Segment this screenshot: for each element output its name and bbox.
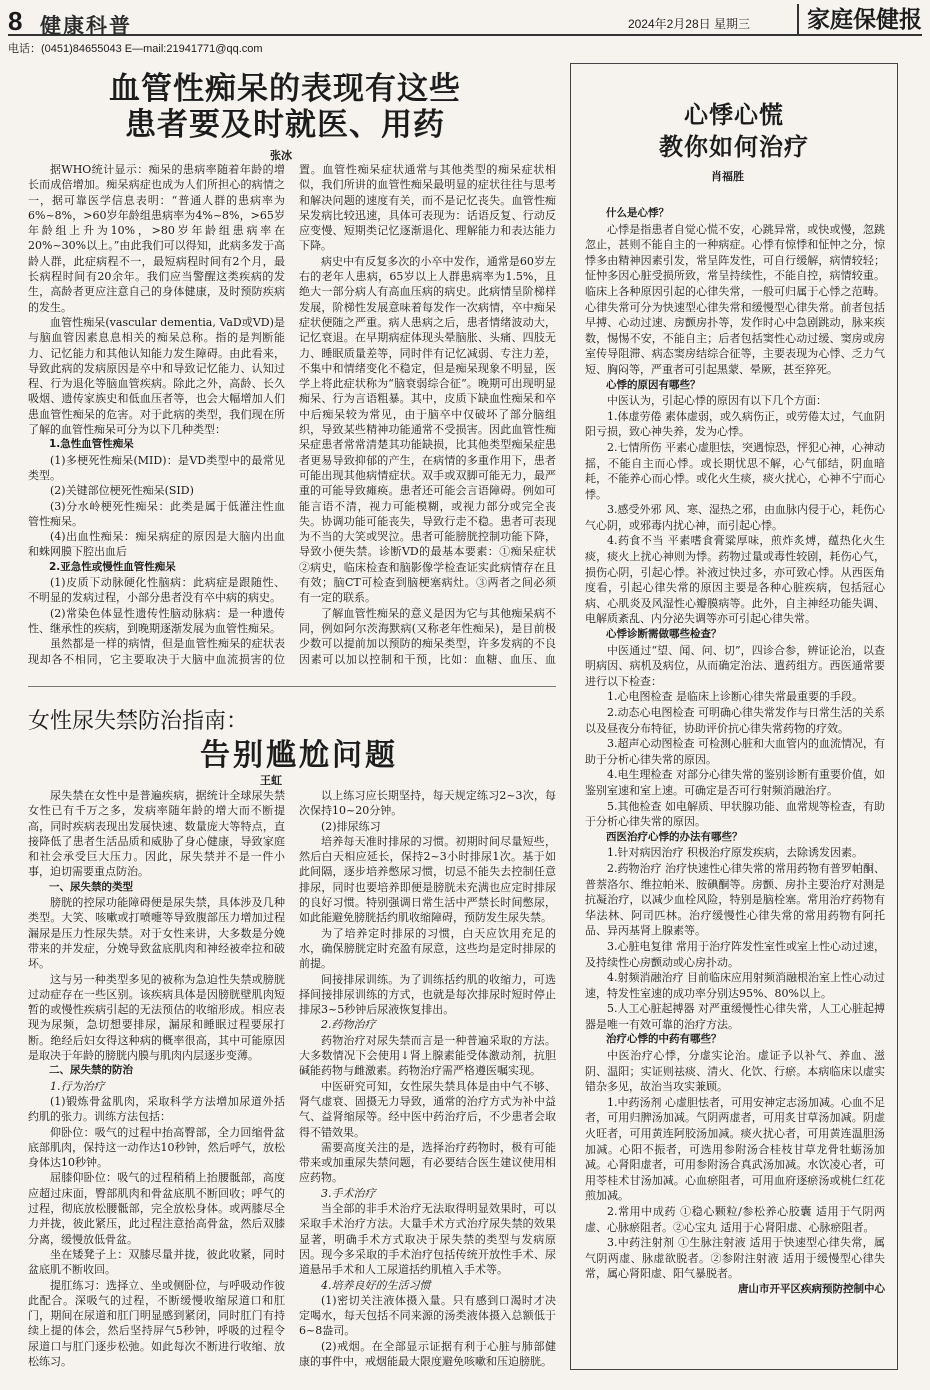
contact-line: 电话：(0451)84655043 E—mail:21941771@qq.com bbox=[8, 43, 263, 55]
paragraph: (3)分水岭梗死性痴呆：此类是属于低灌注性血管性痴呆。 bbox=[28, 499, 285, 528]
article-kicker: 女性尿失禁防治指南： bbox=[28, 709, 249, 734]
paragraph: 1.针对病因治疗 积极治疗原发疾病，去除诱发因素。 bbox=[607, 846, 863, 860]
paragraph: 2.七情所伤 平素心虚胆怯，突遇惊恐，怦犯心神，心神动摇，不能自主而心悸。或长期忧思不解，心气郁结，阴血暗耗，不能养心而心悸。或化火生痰，痰火扰心，心神不宁而心悸。 bbox=[585, 440, 885, 501]
article-title: 告别尴尬问题 bbox=[200, 738, 398, 773]
article-palpitation-box bbox=[570, 63, 898, 1370]
paragraph: 1.心电图检查 是临床上诊断心律失常最重要的手段。 bbox=[607, 690, 863, 704]
paragraph: 据WHO统计显示：痴呆的患病率随着年龄的增长而成倍增加。痴呆病症也成为人们所担心的病情之一，据可靠医学信息表明：“普通人群的患病率为6%~8%，>60岁年龄组患病率为4%~8%，>65岁年龄组上升为10%，>80岁年龄组患病率在20%~30%以上。”由此我们可以得知，此病多发于高龄人群，此症病程不一，最短病程时间有2个月，最长病程时间有20余年。我们应当警醒这类疾病的发生，高龄者更应注意自己的身体健康，及时预防疾病的发生。 bbox=[28, 163, 285, 314]
paragraph: 1.中药汤剂 心虚胆怯者，可用安神定志汤加减。心血不足者，可用归脾汤加减。气阴两虚者，可用炙甘草汤加减。阴虚火旺者，可用黄连阿胶汤加减。痰火扰心者，可用黄连温胆汤加减。心阳不振者，可选用参附汤合桂枝甘草龙骨牡蛎汤加减。心肾阳虚者，可用参附汤合真武汤加减。水饮凌心者，可用苓桂术甘汤加减。心血瘀阻者，可用血府逐瘀汤或桃仁红花煎加减。 bbox=[585, 1095, 885, 1203]
article-author: 肖福胜 bbox=[711, 170, 744, 183]
paragraph: 中医治疗心悸，分虚实论治。虚证予以补气、养血、滋阴、温阳；实证则祛痰、清火、化饮、行瘀。本病临床以虚实错杂多见，故治当攻实兼顾。 bbox=[585, 1049, 885, 1094]
article-body bbox=[28, 788, 556, 1370]
paragraph: 3.超声心动图检查 可检测心脏和大血管内的血流情况，有助于分析心律失常的原因。 bbox=[585, 737, 885, 766]
paragraph: 需要高度关注的是，选择治疗药物时，极有可能带来或加重尿失禁问题，有必要结合医生建议使用相应药物。 bbox=[299, 1140, 556, 1185]
paragraph: 了解血管性痴呆的意义是因为它与其他痴呆病不同，例如阿尔茨海默病(又称老年性痴呆)，是目前极少数可以提前加以预防的痴呆类型，许多发病的不良因素可以加以控制和干预，比如：血糖、血压、血 bbox=[299, 606, 556, 666]
paragraph: 4.射频消融治疗 目前临床应用射频消融根治室上性心动过速，特发性室速的成功率分别达95%、80%以上。 bbox=[585, 971, 885, 1000]
article-vascular-dementia bbox=[0, 0, 560, 700]
paragraph: 培养每天准时排尿的习惯。初期时间尽量短些，然后白天相应延长，保持2~3小时排尿1次。基于如此间隔，逐步培养憋尿习惯，切忌不能失去控制任意排尿，同时也要培养即便是膀胱未充满也应定时排尿的良好习惯。特别强调日常生活中严禁长时间憋尿，如此能避免膀胱括约肌收缩障碍，预防发生尿失禁。 bbox=[299, 834, 556, 925]
paragraph: (1)皮质下动脉硬化性脑病：此病症是跟随性、不明显的发病过程，小部分患者没有卒中病的病史。 bbox=[28, 576, 285, 605]
paragraph: 这与另一种类型多见的被称为急迫性失禁或膀胱过动症存在一些区别。该疾病具体是因膀胱壁肌肉短暂的或慢性疾病引起的无法预估的收缩形成。相应表现为尿频，急切想要排尿，漏尿和睡眠过程要尿打断。绝经后妇女得这种病的概率很高，其中可能原因是取决于年龄的膀胱内膜与肌肉内层逐步变薄。 bbox=[28, 972, 285, 1063]
subheading: 4.培养良好的生活习惯 bbox=[321, 1278, 431, 1292]
section-divider bbox=[28, 686, 556, 687]
paragraph: 心悸是指患者自觉心慌不安，心跳异常，或快或慢，忽跳忽止，甚则不能自主的一种病症。心悸有惊悸和怔忡之分，惊悸多由精神因素引发，常呈阵发性，可自行缓解，病情较轻；怔忡多因心脏受损所致，常呈持续性，不能自控，病情较重。临床上各种原因引起的心律失常，一般可归属于心悸之范畴。心律失常可分为快速型心律失常和缓慢型心律失常。前者包括早搏、心动过速、房颤房扑等，发作时心中急剧跳动，脉来疾数，惕惕不安，不能自主；后者包括窦性心动过缓、窦房或房室传导阻滞、病态窦房结综合征等，主要表现为心悸、乏力气短、胸闷等，严重者可引起黑蒙、晕厥，甚至猝死。 bbox=[585, 222, 885, 376]
paragraph: (4)出血性痴呆：痴呆病症的原因是大脑内出血和蛛网膜下腔出血后 bbox=[28, 530, 285, 559]
paragraph: 坐在矮凳子上：双膝尽量并拢，彼此收紧，同时盆底肌不断收回。 bbox=[28, 1247, 285, 1277]
subheading: 什么是心悸？ bbox=[606, 207, 669, 219]
paragraph: 5.其他检查 如电解质、甲状腺功能、血常规等检查，有助于分析心律失常的原因。 bbox=[585, 799, 885, 829]
subheading: 2.药物治疗 bbox=[321, 1018, 376, 1032]
paragraph: 间接排尿训练。为了训练括约肌的收缩力，可选择间接排尿训练的方式，也就是每次排尿时短时停止排尿3~5秒钟后尿液恢复排出。 bbox=[299, 972, 556, 1017]
paragraph: 3.感受外邪 风、寒、湿热之邪，由血脉内侵于心，耗伤心气心阴，或邪毒内扰心神，而引起心悸。 bbox=[585, 503, 885, 532]
article-title-line1: 心悸心慌 bbox=[684, 100, 784, 129]
paragraph: 以上练习应长期坚持，每天规定练习2~3次，每次保持10~20分钟。 bbox=[299, 789, 556, 818]
page-number: 8 bbox=[8, 6, 23, 36]
subheading: 3.手术治疗 bbox=[321, 1186, 376, 1200]
section-name: 健康科普 bbox=[40, 14, 132, 38]
paragraph: 中医认为，引起心悸的原因有以下几个方面： bbox=[607, 394, 827, 408]
subheading: 1.急性血管性痴呆 bbox=[49, 438, 134, 451]
paragraph: 药物治疗对尿失禁而言是一种普遍采取的方法。大多数情况下会使用↓肾上腺素能受体激动剂，抗胆碱能药物与雌激素。药物治疗需严格遵医嘱实现。 bbox=[299, 1033, 556, 1078]
paragraph: 3.心脏电复律 常用于治疗阵发性室性或室上性心动过速，及持续性心房颤动或心房扑动。 bbox=[585, 939, 885, 969]
source-credit: 唐山市开平区疾病预防控制中心 bbox=[738, 1282, 885, 1295]
article-author: 张冰 bbox=[270, 149, 292, 162]
paragraph: 2.常用中成药 ①稳心颗粒/参松养心胶囊 适用于气阴两虚、心脉瘀阻者。②心宝丸 适用于心肾阳虚、心脉瘀阻者。 bbox=[585, 1205, 885, 1234]
article-title-line1: 血管性痴呆的表现有这些 bbox=[109, 71, 461, 107]
paragraph: (2)排尿练习 bbox=[321, 819, 381, 833]
paragraph: 4.电生理检查 对部分心律失常的鉴别诊断有重要价值，如鉴别室速和室上速。可确定是否可行射频消融治疗。 bbox=[585, 768, 885, 797]
paragraph: 病史中有反复多次的小卒中发作，通常是60岁左右的老年人患病，65岁以上人群患病率为1.5%，且绝大一部分病人有高血压病的病史。此病情呈阶梯样发展，阶梯性发展意味着每发作一次病情，卒中痴呆症状便随之严重。病人患病之后，患者情绪波动大，记忆衰退。在早期病症体现头晕脑胀、头痛、四肢无力、睡眠质量差等，同时伴有记忆减弱、专注力差，不集中和情绪变化不稳定，但是痴呆现象不明显，医学上将此症状称为“脑衰弱综合征”。晚期可出现明显痴呆、行为言语粗暴。其中，皮质下缺血性痴呆和卒中后痴呆较为常见，由于脑卒中仅破坏了部分脑组织，导致某些精神功能通常不受损害。因此血管性痴呆症患者常常清楚其功能缺损，比其他类型痴呆症患者更易导致抑郁的产生，在病情的多重作用下，患者可能出现其他病情症状。双手或双脚可能无力，最严重的可能导致瘫痪。患者还可能会言语障碍。例如可能言语不清，视力可能模糊，或视力部分或完全丧失。协调功能可能丧失，导致行走不稳。患者可表现为不当的大笑或哭泣。患者可能膀胱控制功能下降，导致小便失禁。诊断VD的最基本要素：①痴呆症状②病史，临床检查和脑影像学检查证实此病情存在且有效；脑CT可检查到脑梗塞病灶。③两者之间必须有一定的联系。 bbox=[299, 254, 556, 605]
article-body bbox=[585, 206, 885, 1364]
paragraph: 仰卧位：吸气的过程中抬高臀部，全力回缩骨盆底部肌肉，保持这一动作达10秒钟，然后呼气，放松身体达10秒钟。 bbox=[28, 1125, 285, 1170]
subheading: 一、尿失禁的类型 bbox=[49, 880, 133, 893]
paragraph: 血管性痴呆(vascular dementia, VaD或VD)是与脑血管因素息息相关的痴呆总称。指的是判断能力、记忆能力和其他认知能力发生障碍。由此看来，导致此病的发病原因是卒中和导致记忆能力、认知过程、行为退化等脑血管疾病。除此之外，高龄、长久吸烟、遗传家族史和低血压者等，也会大幅增加人们患血管性痴呆的危害。对于此病的类型，我们现在所了解的血管性痴呆可分为以下几种类型： bbox=[28, 315, 285, 437]
paragraph: 2.药物治疗 治疗快速性心律失常的常用药物有普罗帕酮、普萘洛尔、维拉帕米、胺碘酮等。房颤、房扑主要治疗对测是抗凝治疗，以减少血栓风险，特别是脑栓塞。常用治疗药物有华法林、阿司匹林。治疗缓慢性心律失常的常用药物有阿托品、异丙基肾上腺素等。 bbox=[585, 861, 885, 938]
paragraph: 5.人工心脏起搏器 对严重缓慢性心律失常，人工心脏起搏器是唯一有效可靠的治疗方法。 bbox=[585, 1002, 885, 1031]
subheading: 2.亚急性或慢性血管性痴呆 bbox=[49, 560, 176, 573]
subheading: 心悸诊断需做哪些检查？ bbox=[606, 628, 722, 641]
article-title-line2: 患者要及时就医、用药 bbox=[125, 107, 445, 143]
paragraph: 1.体虚劳倦 素体虚弱，或久病伤正，或劳倦太过，气血阴阳亏损，致心神失养，发为心悸。 bbox=[585, 409, 885, 439]
newspaper-brand: 家庭保健报 bbox=[797, 4, 922, 36]
paragraph: (2)关键部位梗死性痴呆(SID) bbox=[50, 484, 194, 498]
article-title-line2: 教你如何治疗 bbox=[659, 132, 809, 161]
article-author: 王虹 bbox=[260, 774, 282, 787]
paragraph: 提肛练习：选择立、坐或侧卧位，与呼吸动作彼此配合。深吸气的过程，不断缓慢收缩尿道口和肛门，期间在尿道和肛门明显感到紧闭，同时肛门有持续上提的体会，然后坚持屏气5秒钟，呼吸的过程令尿道口与肛门逐步松弛。如此每次不断进行收缩、放松练习。 bbox=[28, 1278, 285, 1368]
paragraph: (1)多梗死性痴呆(MID)：是VD类型中的最常见类型。 bbox=[28, 453, 285, 482]
paragraph: 当全部的非手术治疗无法取得明显效果时，可以采取手术治疗方法。大量手术方式治疗尿失禁的效果显著，明确手术方式取决于尿失禁的类型与发病原因。现今多采取的手术治疗包括传统开放性手术、尿道悬吊手术和人工尿道括约肌植入手术等。 bbox=[299, 1202, 556, 1277]
paragraph: (1)锻炼骨盆肌肉，采取科学方法增加尿道外括约肌的张力。训练方法包括： bbox=[28, 1094, 285, 1124]
paragraph: (2)常染色体显性遗传性脑动脉病：是一种遗传性、继承性的疾病，到晚期逐渐发展为血管性痴呆。 bbox=[28, 606, 285, 635]
issue-date: 2024年2月28日 星期三 bbox=[627, 17, 750, 31]
paragraph: 屈膝仰卧位：吸气的过程稍稍上抬腰骶部，高度应超过床面，臀部肌肉和骨盆底肌不断回收；呼气的过程，彻底放松腰骶部，完全放松身体。或两膝尽全力并拢，彼此紧压，此过程注意抬高骨盆，然后双膝分离，缓慢放低骨盆。 bbox=[28, 1171, 285, 1246]
subheading: 西医治疗心悸的办法有哪些？ bbox=[606, 830, 743, 843]
paragraph: 3.中药注射剂 ①生脉注射液 适用于快速型心律失常，属气阴两虚、脉虚欲脱者。②参附注射液 适用于缓慢型心律失常，属心肾阳虚、阳气暴脱者。 bbox=[585, 1236, 885, 1281]
paragraph: 2.动态心电图检查 可明确心律失常发作与日常生活的关系以及昼夜分布特征，协助评价抗心律失常药物的疗效。 bbox=[585, 706, 885, 735]
paragraph: 膀胱的控尿功能障碍便是尿失禁，具体涉及几种类型。大笑、咳嗽或打喷嚏等导致腹部压力增加过程漏尿是压力性尿失禁。对于女性来讲，大多数是分娩带来的并发症，分娩导致盆底肌肉和神经被牵拉和破坏。 bbox=[28, 896, 285, 971]
subheading: 1.行为治疗 bbox=[50, 1079, 105, 1093]
article-body bbox=[28, 162, 556, 680]
paragraph: (2)戒烟。在全部显示证据有利于心脏与肺部健康的事件中，戒烟能最大限度避免咳嗽和压迫膀胱。 bbox=[299, 1339, 556, 1368]
article-urinary-incontinence bbox=[0, 690, 560, 1390]
subheading: 心悸的原因有哪些？ bbox=[606, 378, 701, 391]
paragraph: 中医通过“望、闻、问、切”，四诊合参，辨证论治，以查明病因、病机及病位，从而确定治法、遣药组方。西医通常要进行以下检查： bbox=[585, 643, 885, 688]
paragraph: 中医研究可知，女性尿失禁具体是由中气不够、肾气虚衰、固摄无力导致，通常的治疗方式为补中益气、益肾缩尿等。经中医中药治疗后，不少患者会取得不错效果。 bbox=[299, 1079, 556, 1139]
paragraph: 为了培养定时排尿的习惯，白天应饮用充足的水，确保膀胱定时充盈有尿意，这些均是定时排尿的前提。 bbox=[299, 926, 556, 971]
subheading: 治疗心悸的中药有哪些？ bbox=[606, 1033, 722, 1046]
subheading: 二、尿失禁的防治 bbox=[49, 1064, 133, 1077]
paragraph: (1)密切关注液体摄入量。只有感到口渴时才决定喝水，每天包括不同来源的汤类液体摄入总额低于6~8盎司。 bbox=[299, 1293, 556, 1338]
paragraph: 4.药食不当 平素嗜食膏粱厚味，煎炸炙煿，蕴热化火生痰，痰火上扰心神则为悸。药物过量或毒性较剧，耗伤心气，损伤心阴，引起心悸。补液过快过多，亦可致心悸。从西医角度看，引起心律失常的原因主要是各种心脏疾病，包括冠心病、心肌炎及风湿性心瓣膜病等。此外，自主神经功能失调、电解质紊乱、内分泌失调等亦可引起心律失常。 bbox=[585, 534, 885, 626]
paragraph: 尿失禁在女性中是普遍疾病，据统计全球尿失禁女性已有千万之多，发病率随年龄的增大而不断提高，同时疾病表现出发展快速、数量庞大等特点，直接降低了患者生活品质和威胁了身心健康，导致家庭和社会承受巨大压力。因此，尿失禁并不是一件小事，迫切需要重点防治。 bbox=[28, 789, 285, 879]
paragraph: 虽然都是一样的病情，但是血管性痴呆的症状表现却各不相同，它主要取决于大脑中血流损害的位置。血管性痴呆症状通常与其他类型的痴呆症状相似，我们所讲的血管性痴呆最明显的症状往往与思考和解决问题的速度有关，而不是记忆丧失。血管性痴呆发病比较迅速，具体可表现为：话语反复、行动反应变慢、短期类记忆逐渐退化、理解能力和表达能力下降。 bbox=[28, 163, 556, 666]
